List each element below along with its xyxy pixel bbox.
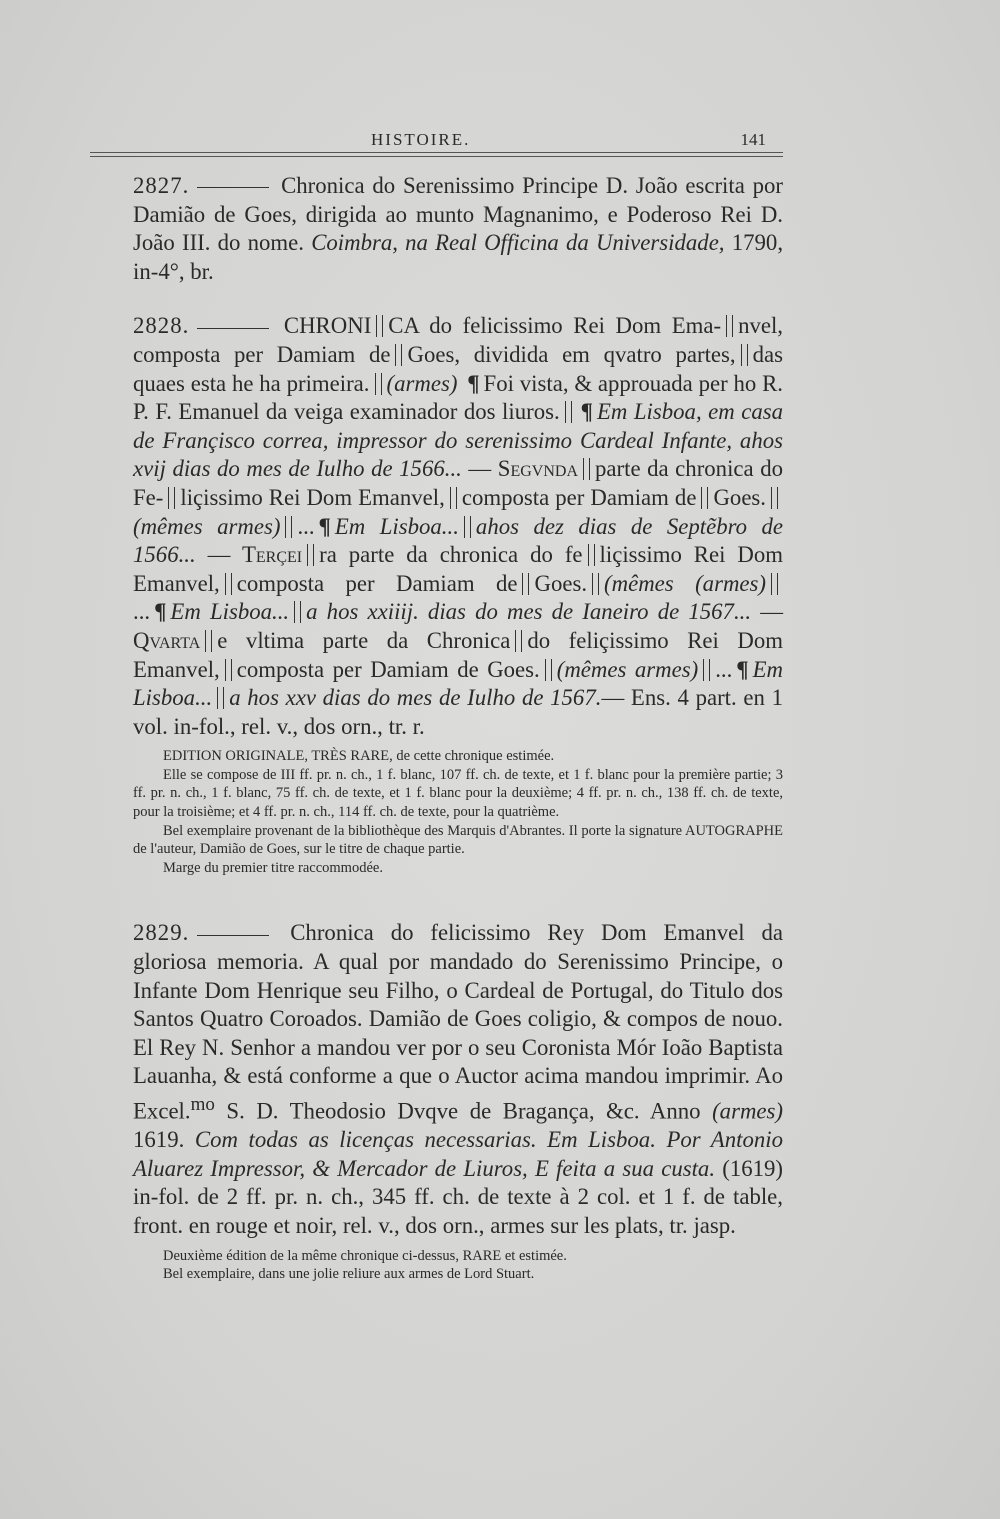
pilcrow-icon: ¶	[736, 656, 749, 682]
title-fragment: liçissimo Rei Dom Emanvel,	[133, 542, 783, 596]
line-break-mark	[217, 687, 224, 709]
line-break-mark	[307, 544, 314, 566]
entry-2828	[133, 312, 783, 741]
entry-collation: (1619) in-fol. de 2 ff. pr. n. ch., 345 ff. ch. de texte à 2 col. et 1 f. de table, front. en rouge et noir, rel. v., dos orn., armes sur les plats, tr. jasp.	[133, 1155, 783, 1238]
title-fragment: Goes, dividida em qvatro partes,	[407, 341, 736, 367]
line-break-mark	[450, 487, 457, 509]
title-fragment: ra parte da chronica do fe	[319, 542, 583, 568]
line-break-mark	[771, 487, 778, 509]
title-fragment: composta per Damiam de Goes.	[236, 656, 540, 682]
title-fragment: composta per Damiam de	[461, 484, 697, 510]
ellipsis: ...	[297, 513, 315, 539]
line-break-mark	[515, 630, 522, 652]
arms-note: (mêmes (armes)	[604, 570, 766, 596]
line-break-mark	[545, 659, 552, 681]
imprint: Em Lisboa...	[133, 656, 783, 711]
title-fragment: composta per Damiam de	[236, 570, 518, 596]
ellipsis: ...	[133, 599, 151, 625]
note-paragraph: Deuxième édition de la même chronique ci-dessus, RARE et estimée.	[163, 1247, 567, 1264]
arms-note: (armes)	[386, 370, 458, 396]
title-fragment: CA do felicissimo Rei Dom Ema-	[388, 313, 722, 339]
imprint-date: ahos dez dias de Septẽbro de 1566...	[133, 513, 784, 568]
entry-collation: 1790, in-4°, br.	[133, 230, 784, 284]
imprint: Em Lisboa...	[334, 513, 459, 539]
line-break-mark	[583, 458, 590, 480]
entry-dash	[197, 328, 269, 329]
line-break-mark	[703, 659, 710, 681]
title-fragment: e vltima parte da Chronica	[217, 627, 511, 653]
imprint: Em Lisboa, em casa de Françisco correa, impressor do serenissimo Cardeal Infante, ahos xvij dias do mes de Iulho de 1566...	[133, 399, 783, 482]
entry-dash	[197, 187, 269, 188]
part-heading: — Qvarta	[133, 599, 784, 653]
header-rule	[90, 152, 783, 157]
page-number: 141	[740, 130, 766, 149]
entry-2827	[133, 172, 783, 286]
entry-year: 1619.	[133, 1127, 185, 1153]
page-header	[133, 130, 783, 152]
title-fragment: do feliçissimo Rei Dom Emanvel,	[133, 627, 783, 682]
line-break-mark	[395, 344, 402, 366]
pilcrow-icon: ¶	[467, 370, 480, 396]
line-break-mark	[285, 516, 292, 538]
title-fragment: parte da chronica do Fe-	[133, 456, 783, 510]
entry-title: S. D. Theodosio Dvqve de Bragança, &c. Anno	[226, 1098, 701, 1124]
pilcrow-icon: ¶	[318, 513, 331, 539]
running-title: HISTOIRE.	[371, 130, 471, 149]
line-break-mark	[205, 630, 212, 652]
line-break-mark	[588, 544, 595, 566]
note-paragraph: Elle se compose de III ff. pr. n. ch., 1 f. blanc, 107 ff. ch. de texte, et 1 f. blanc pour la première partie; 3 ff. pr. n. ch., 1 f. blanc, 75 ff. ch. de texte, et 1 f. blanc pour la deuxième; 4 ff. pr. n. ch., 138 ff. ch. de texte, pour la troisième; et 4 ff. pr. n. ch., 114 ff. ch. de texte, pour la quatrième.	[133, 766, 783, 821]
line-break-mark	[522, 573, 529, 595]
pilcrow-icon: ¶	[154, 599, 167, 625]
entry-title: Chronica do felicissimo Rey Dom Emanvel da gloriosa memoria. A qual por mandado do Serenissimo Principe, o Infante Dom Henrique seu Filho, o Cardeal de Portugal, do Titulo dos Santos Quatro Coroados. Damião de Goes coligio, & compos de nouo. El Rey N. Senhor a mandou ver por o seu Coronista Mór Ioão Baptista Lauanha, & está conforme a que o Auctor acima mandou imprimir. Ao Excel.	[133, 920, 783, 1124]
line-break-mark	[771, 573, 778, 595]
line-break-mark	[741, 344, 748, 366]
line-break-mark	[726, 315, 733, 337]
entry-imprint: Coimbra, na Real Officina da Universidade,	[311, 230, 725, 256]
arms-note: (armes)	[712, 1098, 784, 1124]
imprint-date: a hos xxiiij. dias do mes de Ianeiro de 1567...	[306, 599, 752, 625]
line-break-mark	[375, 373, 382, 395]
line-break-mark	[464, 516, 471, 538]
catalog-body	[133, 172, 783, 1284]
imprint: Em Lisboa...	[170, 599, 290, 625]
imprint-date: a hos xxv dias do mes de Iulho de 1567.	[229, 685, 602, 711]
line-break-mark	[565, 401, 572, 423]
entry-imprint: Com todas as licenças necessarias. Em Lisboa. Por Antonio Aluarez Impressor, & Mercador de Liuros, E feita a sua custa.	[133, 1127, 783, 1181]
entry-title: Chronica do Serenissimo Principe D. João escrita por Damião de Goes, dirigida ao munto Magnanimo, e Poderoso Rei D. João III. do nome.	[133, 173, 783, 256]
line-break-mark	[225, 573, 232, 595]
title-fragment: das quaes esta he ha primeira.	[133, 341, 783, 396]
arms-note: (mêmes armes)	[133, 513, 281, 539]
pilcrow-icon: ¶	[580, 399, 593, 425]
title-fragment: nvel, composta per Damiam de	[133, 313, 784, 367]
note-paragraph: EDITION ORIGINALE, TRÈS RARE, de cette chronique estimée.	[163, 748, 555, 765]
part-heading: — Segvnda	[468, 456, 578, 482]
part-heading: — Terçei	[207, 542, 303, 568]
entry-number: 2828.	[133, 313, 190, 339]
entry-number: 2829.	[133, 920, 190, 946]
line-break-mark	[294, 601, 301, 623]
note-paragraph: Bel exemplaire, dans une jolie reliure aux armes de Lord Stuart.	[163, 1266, 535, 1283]
line-break-mark	[592, 573, 599, 595]
line-break-mark	[225, 659, 232, 681]
title-fragment: Goes.	[713, 484, 767, 510]
note-paragraph: Bel exemplaire provenant de la bibliothèque des Marquis d'Abrantes. Il porte la signature AUTOGRAPHE de l'auteur, Damião de Goes, sur le titre de chaque partie.	[133, 822, 783, 858]
entry-2828-notes	[133, 747, 783, 877]
entry-collation: — Ens. 4 part. en 1 vol. in-fol., rel. v., dos orn., tr. r.	[133, 685, 783, 739]
entry-2829	[133, 919, 783, 1240]
line-break-mark	[701, 487, 708, 509]
title-fragment: CHRONI	[283, 313, 372, 339]
entry-dash	[197, 935, 269, 936]
line-break-mark	[376, 315, 383, 337]
superscript: mo	[190, 1094, 215, 1115]
title-fragment: Goes.	[534, 570, 588, 596]
arms-note: (mêmes armes)	[556, 656, 699, 682]
ellipsis: ...	[715, 656, 733, 682]
title-fragment: liçissimo Rei Dom Emanvel,	[180, 484, 445, 510]
entry-2829-notes	[133, 1247, 783, 1284]
line-break-mark	[168, 487, 175, 509]
entry-number: 2827.	[133, 173, 190, 198]
title-fragment: Foi vista, & approuada per ho R. P. F. Emanuel da veiga examinador dos liuros.	[133, 370, 783, 425]
note-paragraph: Marge du premier titre raccommodée.	[163, 859, 383, 876]
